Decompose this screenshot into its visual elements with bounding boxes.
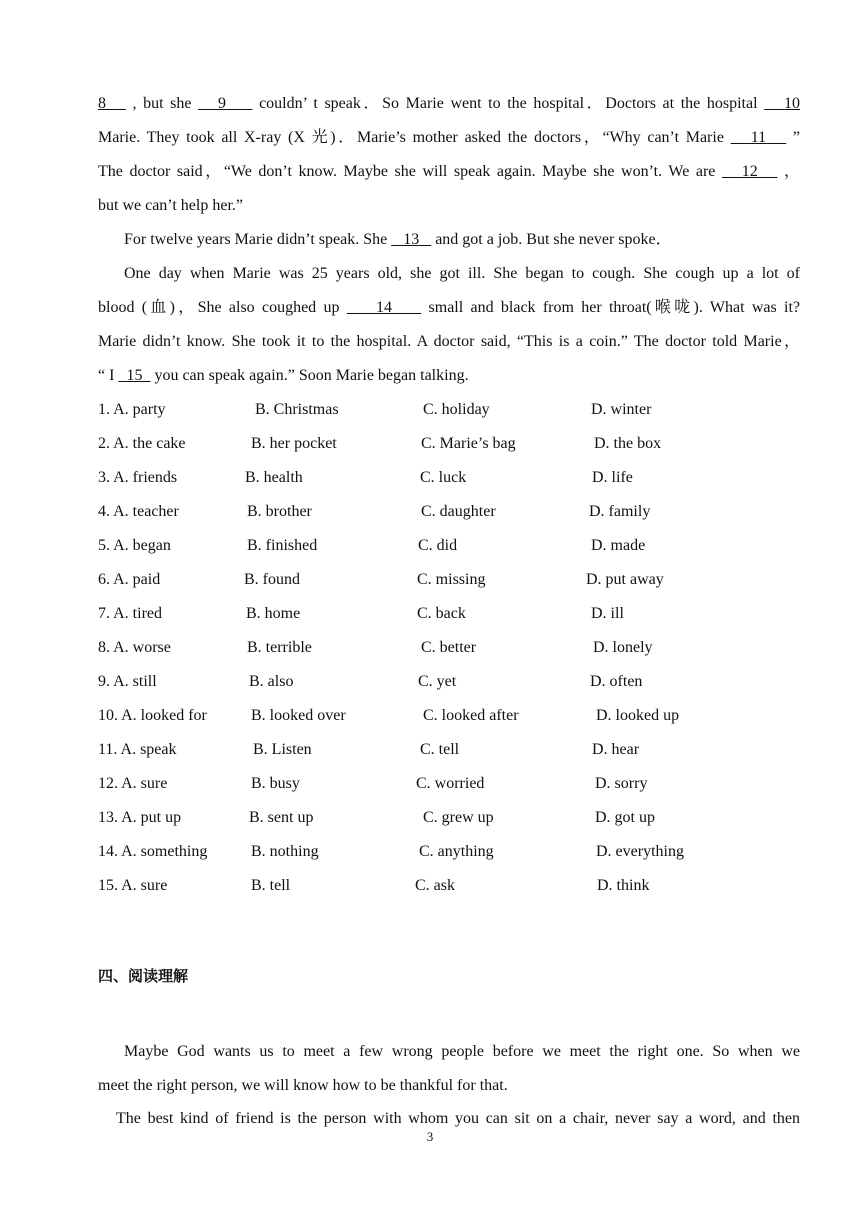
option-b: B. sent up (249, 809, 314, 826)
option-a: 13. A. put up (98, 809, 182, 826)
option-b: B. Listen (253, 741, 312, 758)
blank-15 (118, 367, 150, 384)
reading-text: The best kind of friend is the person with whom you can sit on a chair, never say a word, and then (116, 1110, 800, 1127)
passage-line-1 (98, 93, 800, 115)
option-row (98, 739, 798, 761)
option-row (98, 637, 798, 659)
reading-line-2 (98, 1075, 800, 1097)
option-row (98, 875, 798, 897)
passage-text: Marie didn’t know. She took it to the hospital. A doctor said, “This is a coin.” The doctor told Marie， (98, 333, 800, 350)
option-a: 12. A. sure (98, 775, 168, 792)
blank-8 (98, 95, 126, 112)
option-row (98, 807, 798, 829)
option-d: D. got up (595, 809, 655, 826)
passage-text: blood (血)，She also coughed up (98, 299, 347, 316)
option-d: D. looked up (596, 707, 680, 724)
option-b: B. brother (247, 503, 312, 520)
blank-11-number: 11 (750, 129, 767, 146)
option-d: D. the box (594, 435, 662, 452)
page-number: 3 (426, 1129, 434, 1144)
option-d: D. ill (591, 605, 624, 622)
passage-text: and got a job. But she never spoke． (431, 231, 672, 248)
option-a: 5. A. began (98, 537, 171, 554)
blank-13-number: 13 (403, 231, 420, 248)
option-a: 15. A. sure (98, 877, 168, 894)
option-d: D. everything (596, 843, 684, 860)
option-c: C. looked after (423, 707, 519, 724)
passage-text: couldn’ t speak．So Marie went to the hospital．Doctors at the hospital (252, 95, 765, 112)
option-b: B. her pocket (251, 435, 337, 452)
passage-text: , but she (125, 95, 199, 112)
option-d: D. winter (591, 401, 652, 418)
passage-text: ， (777, 163, 800, 180)
blank-9-number: 9 (217, 95, 226, 112)
option-c: C. daughter (421, 503, 496, 520)
option-row (98, 773, 798, 795)
option-b: B. looked over (251, 707, 346, 724)
option-d: D. often (590, 673, 643, 690)
reading-line-3 (116, 1108, 800, 1130)
option-c: C. yet (418, 673, 457, 690)
passage-line-8 (98, 331, 800, 353)
option-a: 9. A. still (98, 673, 157, 690)
passage-line-6 (124, 263, 800, 285)
option-d: D. lonely (593, 639, 653, 656)
passage-text: you can speak again.” Soon Marie began talking. (150, 367, 469, 384)
option-c: C. Marie’s bag (421, 435, 516, 452)
option-b: B. terrible (247, 639, 312, 656)
option-row (98, 399, 798, 421)
option-a: 10. A. looked for (98, 707, 207, 724)
option-b: B. also (249, 673, 294, 690)
option-row (98, 467, 798, 489)
option-row (98, 501, 798, 523)
option-c: C. missing (417, 571, 486, 588)
passage-text: small and black from her throat(喉咙). What was it? (421, 299, 801, 316)
option-b: B. health (245, 469, 303, 486)
blank-12-number: 12 (741, 163, 758, 180)
blank-14 (347, 299, 421, 316)
passage-line-2 (98, 127, 800, 149)
option-c: C. luck (420, 469, 467, 486)
option-a: 7. A. tired (98, 605, 162, 622)
option-c: C. back (417, 605, 466, 622)
option-a: 1. A. party (98, 401, 166, 418)
blank-13 (391, 231, 431, 248)
option-d: D. family (589, 503, 651, 520)
option-a: 6. A. paid (98, 571, 161, 588)
option-a: 14. A. something (98, 843, 208, 860)
option-c: C. did (418, 537, 458, 554)
option-c: C. grew up (423, 809, 494, 826)
blank-10-number: 10 (784, 95, 801, 112)
option-b: B. busy (251, 775, 300, 792)
option-a: 3. A. friends (98, 469, 178, 486)
blank-10 (764, 95, 800, 112)
option-c: C. holiday (423, 401, 490, 418)
passage-line-7 (98, 297, 800, 319)
option-row (98, 841, 798, 863)
passage-line-3 (98, 161, 800, 183)
option-b: B. nothing (251, 843, 319, 860)
passage-text: The doctor said，“We don’t know. Maybe she will speak again. Maybe she won’t. We are (98, 163, 722, 180)
passage-text: Marie. They took all X-ray (X 光)．Marie’s mother asked the doctors，“Why can’t Marie (98, 129, 731, 146)
option-row (98, 569, 798, 591)
option-b: B. Christmas (255, 401, 339, 418)
passage-text: ” (786, 129, 801, 146)
option-row (98, 671, 798, 693)
blank-8-number: 8 (98, 95, 106, 112)
option-row (98, 433, 798, 455)
option-c: C. anything (419, 843, 494, 860)
passage-line-4 (98, 195, 800, 217)
option-b: B. tell (251, 877, 291, 894)
blank-11 (731, 129, 787, 146)
option-d: D. life (592, 469, 633, 486)
option-b: B. home (246, 605, 301, 622)
option-d: D. sorry (595, 775, 648, 792)
passage-text: For twelve years Marie didn’t speak. She (124, 231, 392, 248)
option-c: C. ask (415, 877, 455, 894)
option-a: 4. A. teacher (98, 503, 179, 520)
passage-line-5 (124, 229, 800, 251)
option-a: 2. A. the cake (98, 435, 186, 452)
passage-text: One day when Marie was 25 years old, she got ill. She began to cough. She cough up a lot of (124, 265, 800, 282)
blank-12 (722, 163, 777, 180)
option-c: C. better (421, 639, 477, 656)
option-d: D. put away (586, 571, 664, 588)
option-row (98, 705, 798, 727)
option-d: D. made (591, 537, 646, 554)
option-d: D. hear (592, 741, 640, 758)
option-d: D. think (597, 877, 650, 894)
option-c: C. tell (420, 741, 460, 758)
option-b: B. finished (247, 537, 318, 554)
option-row (98, 603, 798, 625)
reading-text: meet the right person, we will know how to be thankful for that. (98, 1077, 508, 1094)
reading-line-1 (124, 1041, 800, 1063)
option-b: B. found (244, 571, 300, 588)
blank-9 (198, 95, 252, 112)
passage-line-9 (98, 365, 800, 387)
option-a: 11. A. speak (98, 741, 177, 758)
section-heading: 四、阅读理解 (98, 967, 189, 985)
option-a: 8. A. worse (98, 639, 171, 656)
option-row (98, 535, 798, 557)
reading-text: Maybe God wants us to meet a few wrong people before we meet the right one. So when we (124, 1043, 800, 1060)
option-c: C. worried (416, 775, 485, 792)
blank-14-number: 14 (376, 299, 393, 316)
passage-text: but we can’t help her.” (98, 197, 243, 214)
blank-15-number: 15 (126, 367, 143, 384)
passage-text: “ I (98, 367, 119, 384)
